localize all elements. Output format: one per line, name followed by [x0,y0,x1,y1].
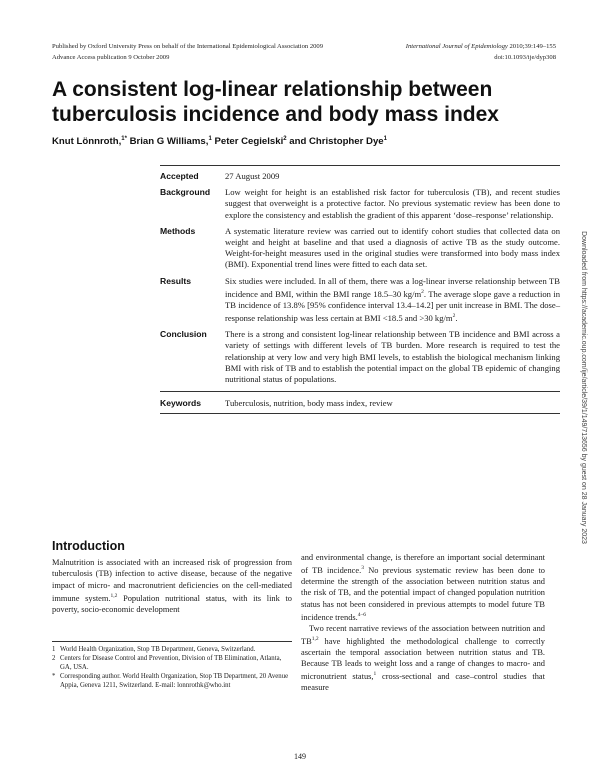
abstract-background [160,187,560,221]
footnote-rule [52,641,292,642]
abstract-top-rule [160,165,560,166]
paragraph-text: cross-sectional and case–control studies that measure [301,672,545,693]
conclusion-label: Conclusion [160,329,207,340]
abstract-results [160,276,560,325]
footnote [52,672,292,690]
paragraph-text: and environmental change, is therefore an important social determinant of TB incidence. [301,553,545,575]
results-text-part: . [455,312,458,323]
paragraph-text: Malnutrition is associated with an increased risk of progression from tuberculosis (TB) infection to active disease, because of the negative impact of micro- and macronutrient deficiencies on the cell-mediated immune system. [52,558,292,603]
abstract-accepted [160,171,560,182]
superscript: 2 [452,313,456,320]
methods-label: Methods [160,225,196,236]
advance-access-line: Advance Access publication 9 October 2009 [52,53,170,61]
keywords-text: Tuberculosis, nutrition, body mass index, review [225,398,393,409]
background-label: Background [160,187,211,198]
footnote [52,654,292,672]
footnote [52,645,292,654]
citation-superscript: 1 [373,671,377,678]
download-watermark-text: Downloaded from https://academic.oup.com/ije/article/39/1/149/713656 by guest on 28 January 2023 [580,231,587,544]
footnotes [52,641,292,690]
author-name: and Christopher Dye [289,136,384,148]
methods-text: A systematic literature review was carried out to identify cohort studies that collected data on weight and height at baseline and that used a diagnosis of active TB as the study outcome. Weight-for-height measures used in the original studies were transformed into body mass index (BMI). Exponential trend lines were fitted to each data set. [225,225,560,270]
abstract-bottom-rule [160,413,560,414]
citation-superscript: 1,2 [311,636,319,643]
superscript: 2 [421,288,424,295]
author-name: Peter Cegielski [214,136,284,148]
accepted-label: Accepted [160,171,199,181]
abstract-methods [160,226,560,271]
abstract-conclusion [160,329,560,385]
author-affiliation-mark: 2 [283,136,287,142]
citation-superscript: 1,2 [110,592,118,599]
body-column-left [52,541,292,615]
author-affiliation-mark: 1 [208,136,212,142]
paragraph-text: have highlighted the methodological challenge to correctly ascertain the temporal association between nutrition status and TB. Because TB leads to weight loss and a range of changes to macro- and micronutrient status, [301,636,545,682]
paragraph-text: No previous systematic review has been done to determine the strength of the association between nutrition status and the risk of TB, and the potential impact of changed population nutrition status has not been considered in previous attempts to model future TB incidence trends. [301,566,545,622]
intro-paragraph-1 [52,557,292,615]
results-text-part: Six studies were included. In all of them, there was a log-linear inverse relationship between TB incidence and BMI, within the BMI range 18.5–30 kg/m [225,275,560,299]
intro-paragraph-1-continued [301,552,545,623]
abstract [160,165,560,414]
footnote-mark: 1 [52,646,56,653]
publisher-line: Published by Oxford University Press on behalf of the International Epidemiological Association 2009 [52,43,324,50]
paragraph-text: Population nutritional status, with its link to poverty, socio-economic development [52,593,292,614]
abstract-keywords [160,392,560,413]
citation-superscript: 4–6 [357,611,366,618]
article-title: A consistent log-linear relationship between tuberculosis incidence and body mass index [52,78,499,126]
section-heading-introduction: Introduction [52,539,125,553]
results-text [225,276,560,325]
accepted-date: 27 August 2009 [225,171,280,181]
author-name: Knut Lönnroth, [52,136,122,148]
intro-paragraph-2 [301,623,545,694]
author-affiliation-mark: 1* [121,136,127,142]
journal-volume: 2010;39:149–155 [509,43,556,50]
paragraph-text: Two recent narrative reviews of the association between nutrition and TB [301,623,545,646]
footnote-mark: 2 [52,655,56,662]
journal-name: International Journal of Epidemiology [405,43,508,50]
background-text: Low weight for height is an established risk factor for tuberculosis (TB), and recent studies suggest that overweight is a protective factor. No previous systematic review has been done to explore the consistency and establish the gradient of this apparent ‘dose–response’ relationship. [225,187,560,220]
body-column-right [301,552,545,694]
results-text-part: . The average slope gave a reduction in TB incidence of 13.8% [95% confidence interval 13.4–14.2] per unit increase in BMI. The dose–response relationship was less certain at BMI <18.5 and >30 kg/m [225,288,560,323]
keywords-label: Keywords [160,398,202,409]
running-header-left [52,42,382,63]
download-watermark [579,231,593,544]
footnote-text: Corresponding author. World Health Organization, Stop TB Department, 20 Avenue Appia, Geneva 1211, Switzerland. E-mail: lonnrothk@who.int [60,673,289,689]
footnote-text: World Health Organization, Stop TB Department, Geneva, Switzerland. [60,646,256,653]
footnote-text: Centers for Disease Control and Prevention, Division of TB Elimination, Atlanta, GA, USA. [60,655,282,671]
footnote-mark: * [52,673,56,680]
running-header-right [336,42,556,63]
author-affiliation-mark: 1 [383,136,387,142]
results-label: Results [160,275,192,286]
citation-superscript: 3 [361,565,364,572]
author-name: Brian G Williams, [129,136,209,148]
page-number: 149 [294,752,306,761]
doi: doi:10.1093/ije/dyp308 [494,53,556,61]
author-list [52,136,552,147]
conclusion-text: There is a strong and consistent log-linear relationship between TB incidence and BMI across a variety of settings with different levels of TB burden. More research is required to test the relationship at very low and very high BMI levels, to establish the biological mechanism linking BMI with risk of TB and to establish the potential impact on the global TB epidemic of changing nutritional status of populations. [225,329,560,384]
